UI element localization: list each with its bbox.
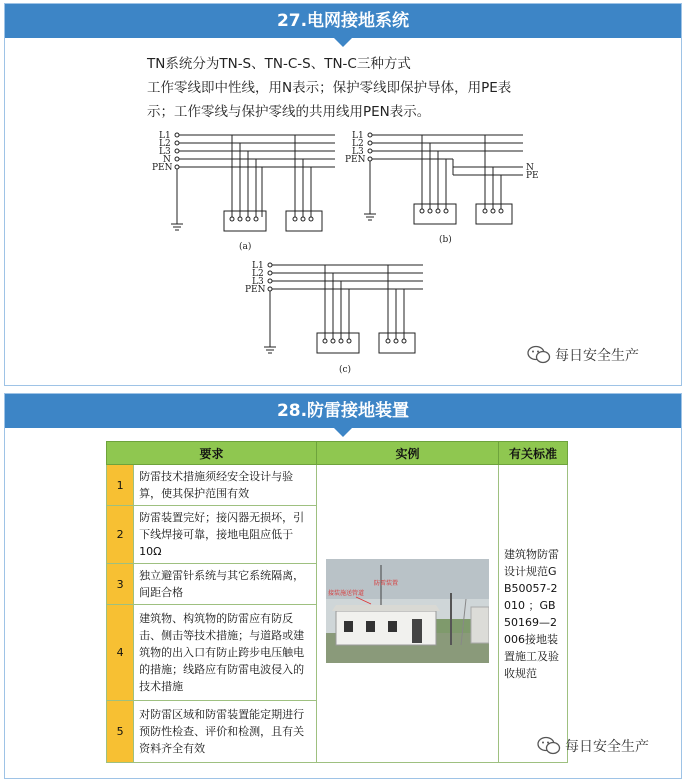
diagram-c-label-l1: L1 (252, 261, 264, 271)
section-card-grounding (4, 3, 682, 386)
diagram-a-caption: (a) (239, 242, 252, 252)
diagram-b (343, 129, 543, 254)
diagram-b-label-l1: L1 (352, 131, 364, 141)
wechat-icon (537, 736, 561, 756)
photo-label-top: 防雷装置 (374, 580, 399, 587)
row-text: 建筑物、构筑物的防雷应有防反击、侧击等技术措施；与道路或建筑物的出入口有防止跨步电压触电的措施；线路应有防雷电波侵入的技术措施 (134, 605, 317, 701)
row-number: 1 (107, 465, 134, 506)
requirements-table (106, 441, 568, 763)
diagram-b-label-n: N (526, 163, 534, 173)
diagram-b-label-l2: L2 (352, 139, 364, 149)
diagram-c-label-l3: L3 (252, 277, 264, 287)
diagram-c-label-l2: L2 (252, 269, 264, 279)
row-number: 5 (107, 701, 134, 763)
row-number: 4 (107, 605, 134, 701)
standard-cell (499, 465, 568, 763)
watermark-text-2: 每日安全生产 (565, 739, 649, 755)
intro-line-2: 工作零线即中性线，用N表示；保护零线即保护导体，用PE表 (147, 80, 512, 96)
diagram-b-label-pe: PE (526, 171, 539, 181)
header-example: 实例 (317, 442, 499, 465)
row-text: 独立避雷针系统与其它系统隔离，间距合格 (134, 564, 317, 605)
intro-line-1: TN系统分为TN-S、TN-C-S、TN-C三种方式 (147, 56, 411, 72)
diagram-a-label-pen: PEN (152, 163, 173, 173)
diagram-a (150, 129, 350, 254)
diagram-a-label-n: N (163, 155, 171, 165)
diagram-a-label-l3: L3 (159, 147, 171, 157)
wechat-icon (527, 345, 551, 365)
header-requirement: 要求 (107, 442, 317, 465)
example-photo-cell (317, 465, 499, 763)
example-photo (326, 559, 489, 663)
diagram-c-caption: (c) (339, 365, 352, 375)
header-standard: 有关标准 (499, 442, 568, 465)
watermark-1 (527, 345, 639, 365)
watermark-text-1: 每日安全生产 (555, 348, 639, 364)
diagram-c (243, 259, 443, 379)
diagram-a-label-l2: L2 (159, 139, 171, 149)
row-number: 3 (107, 564, 134, 605)
section-card-lightning (4, 393, 682, 779)
row-text: 防雷技术措施须经安全设计与验算，使其保护范围有效 (134, 465, 317, 506)
row-number: 2 (107, 506, 134, 564)
intro-line-3: 示；工作零线与保护零线的共用线用PEN表示。 (147, 104, 431, 120)
diagram-b-label-l3: L3 (352, 147, 364, 157)
watermark-2 (537, 736, 649, 756)
standard-text: 建筑物防雷设计规范GB50057-2010 ；GB50169—2006接地装置施工及验收规范 (504, 547, 559, 680)
photo-label-left: 接装施送管道 (328, 590, 365, 597)
section-title-27: 27.电网接地系统 (5, 4, 681, 38)
diagram-c-label-pen: PEN (245, 285, 266, 295)
row-text: 防雷装置完好；接闪器无损坏，引下线焊接可靠，接地电阻应低于10Ω (134, 506, 317, 564)
row-text: 对防雷区域和防雷装置能定期进行预防性检查、评价和检测，且有关资料齐全有效 (134, 701, 317, 763)
diagram-a-label-l1: L1 (159, 131, 171, 141)
intro-text (147, 52, 547, 124)
diagram-b-caption: (b) (439, 235, 452, 245)
diagram-b-label-pen: PEN (345, 155, 366, 165)
section-title-28: 28.防雷接地装置 (5, 394, 681, 428)
